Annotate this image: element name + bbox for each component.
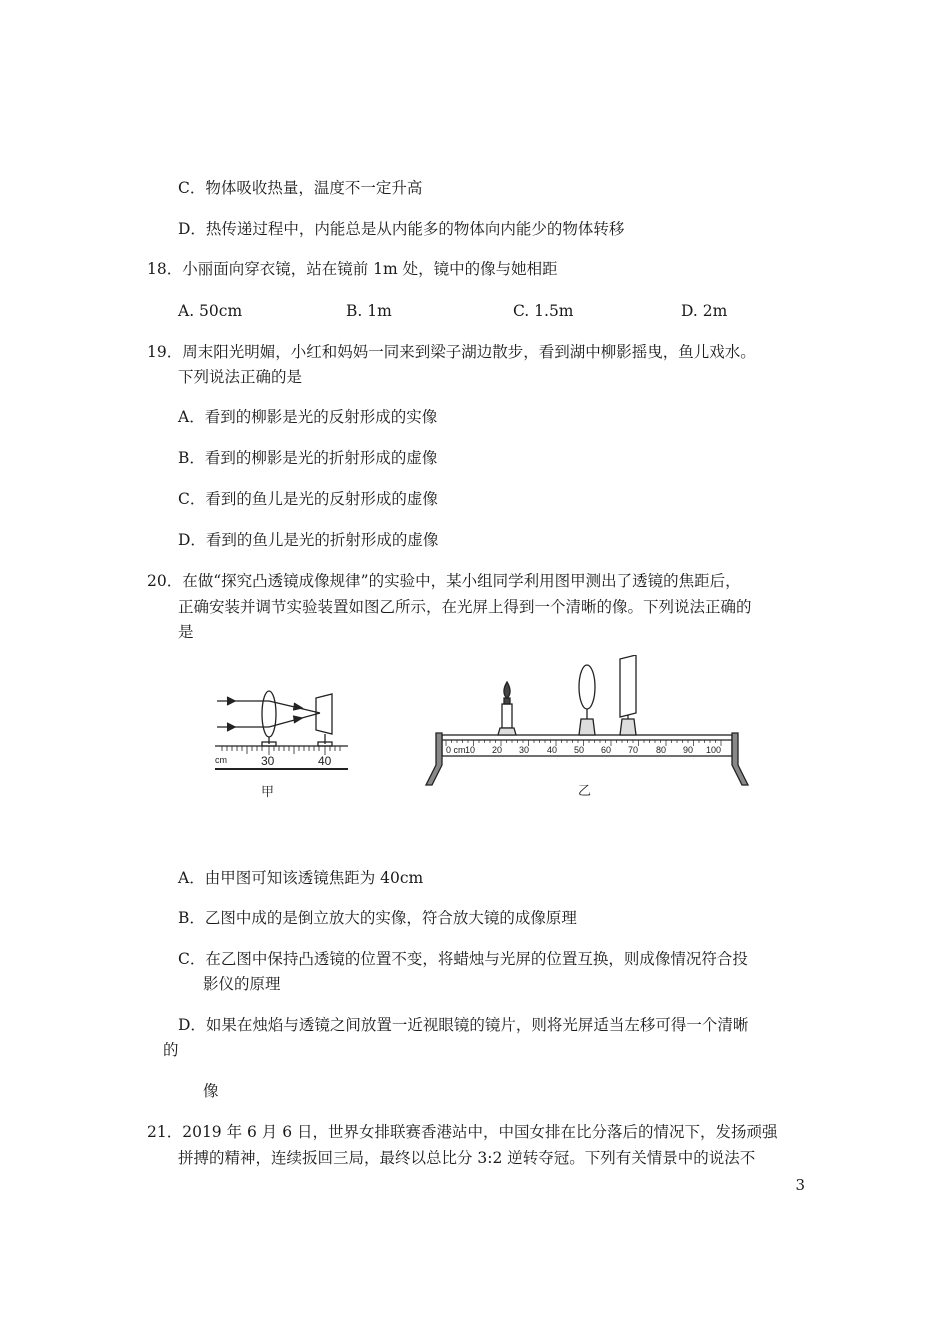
- question-20-option-c-line2: 影仪的原理: [203, 975, 281, 993]
- question-20-option-d-line2: 的: [163, 1041, 179, 1059]
- yi-tick-90: 90: [683, 745, 694, 755]
- question-19-line1: 19．周末阳光明媚，小红和妈妈一同来到梁子湖边散步，看到湖中柳影摇曳，鱼儿戏水。: [147, 343, 756, 361]
- yi-tick-70: 70: [628, 745, 639, 755]
- jia-tick-40: 40: [318, 754, 332, 768]
- question-20-option-d-line3: 像: [203, 1082, 219, 1100]
- question-20-option-d-line1: D．如果在烛焰与透镜之间放置一近视眼镜的镜片，则将光屏适当左移可得一个清晰: [178, 1016, 749, 1034]
- option-c: C. 1.5m: [513, 302, 574, 320]
- yi-tick-30: 30: [519, 745, 530, 755]
- question-20-option-b: B．乙图中成的是倒立放大的实像，符合放大镜的成像原理: [178, 909, 577, 927]
- option-b: B. 1m: [346, 302, 392, 320]
- question-20-line2: 正确安装并调节实验装置如图乙所示，在光屏上得到一个清晰的像。下列说法正确的: [178, 598, 752, 616]
- yi-tick-50: 50: [574, 745, 585, 755]
- yi-tick-10: 10: [465, 745, 476, 755]
- figure-yi-caption: 乙: [578, 784, 592, 799]
- question-18-options: [178, 300, 738, 324]
- question-20-line1: 20．在做“探究凸透镜成像规律”的实验中，某小组同学利用图甲测出了透镜的焦距后，: [147, 572, 741, 590]
- question-19-option-a: A．看到的柳影是光的反射形成的实像: [178, 408, 438, 426]
- question-19-option-b: B．看到的柳影是光的折射形成的虚像: [178, 449, 438, 467]
- question-20-option-a: A．由甲图可知该透镜焦距为 40cm: [178, 869, 424, 887]
- jia-tick-30: 30: [261, 754, 275, 768]
- figure-yi: [422, 655, 752, 800]
- yi-unit: 0 cm: [446, 745, 466, 755]
- yi-tick-20: 20: [492, 745, 503, 755]
- page-number: 3: [795, 1176, 805, 1194]
- question-18: 18．小丽面向穿衣镜，站在镜前 1m 处，镜中的像与她相距: [147, 260, 558, 278]
- option-d-prev: D．热传递过程中，内能总是从内能多的物体向内能少的物体转移: [178, 220, 625, 238]
- yi-tick-40: 40: [547, 745, 558, 755]
- yi-tick-80: 80: [656, 745, 667, 755]
- option-d: D. 2m: [681, 302, 728, 320]
- question-19-option-c: C．看到的鱼儿是光的反射形成的虚像: [178, 490, 438, 508]
- jia-unit: cm: [215, 755, 227, 765]
- yi-tick-100: 100: [706, 745, 722, 755]
- figure-jia: [212, 680, 352, 805]
- option-c-prev: C．物体吸收热量，温度不一定升高: [178, 179, 423, 197]
- question-20-option-c-line1: C．在乙图中保持凸透镜的位置不变，将蜡烛与光屏的位置互换，则成像情况符合投: [178, 950, 748, 968]
- figure-jia-caption: 甲: [261, 785, 275, 800]
- option-a: A. 50cm: [178, 302, 243, 320]
- question-19-option-d: D．看到的鱼儿是光的折射形成的虚像: [178, 531, 439, 549]
- question-21-line2: 拼搏的精神，连续扳回三局，最终以总比分 3:2 逆转夺冠。下列有关情景中的说法不: [178, 1149, 756, 1167]
- question-19-line2: 下列说法正确的是: [178, 368, 303, 386]
- question-21-line1: 21．2019 年 6 月 6 日，世界女排联赛香港站中，中国女排在比分落后的情况下，发扬顽强: [147, 1123, 778, 1141]
- yi-tick-60: 60: [601, 745, 612, 755]
- question-20-line3: 是: [178, 623, 194, 641]
